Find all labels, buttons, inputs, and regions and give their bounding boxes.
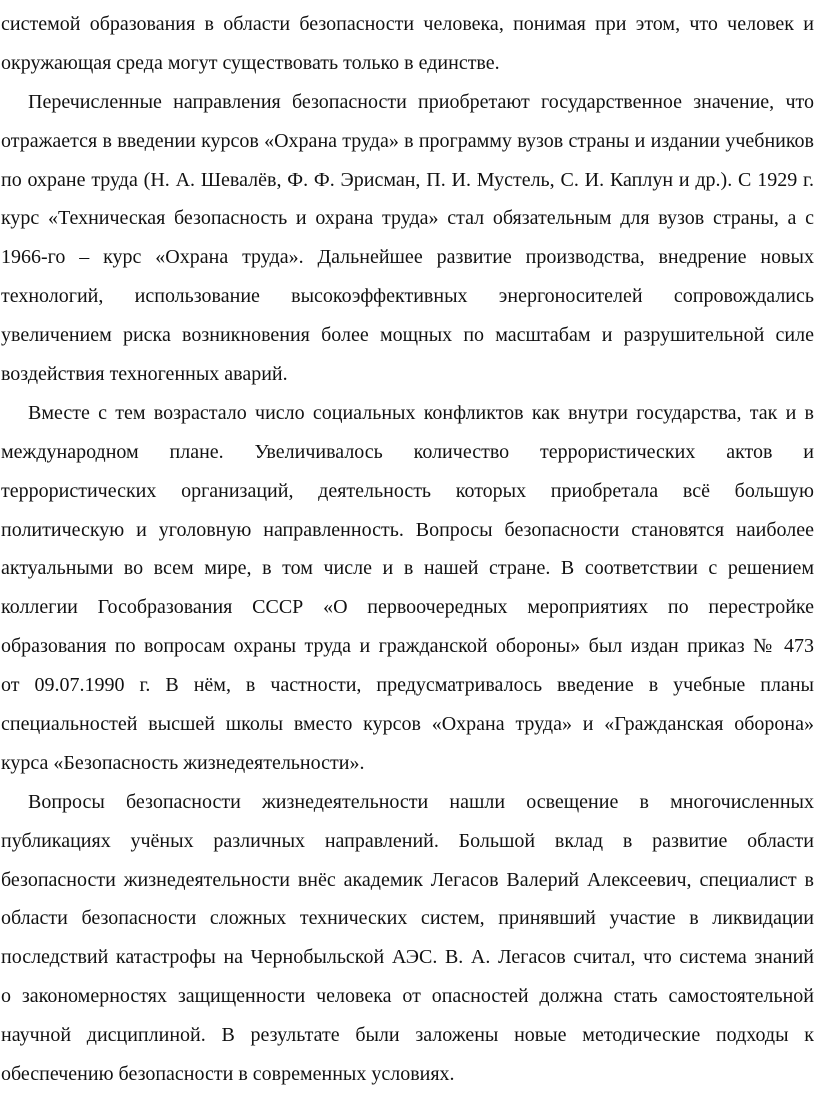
text-line: от 09.07.1990 г. В нём, в частности, предусматривалось введение в учебные планы	[1, 674, 814, 697]
text-line: образования по вопросам охраны труда и гражданской обороны» был издан приказ № 473	[1, 635, 814, 658]
text-line: увеличением риска возникновения более мощных по масштабам и разрушительной силе	[1, 324, 814, 347]
text-line: области безопасности сложных технических систем, принявший участие в ликвидации	[1, 907, 814, 930]
text-line: безопасности жизнедеятельности внёс академик Легасов Валерий Алексеевич, специалист в	[1, 868, 814, 891]
text-line: научной дисциплиной. В результате были заложены новые методические подходы к	[1, 1024, 814, 1047]
text-line: курса «Безопасность жизнедеятельности».	[1, 751, 365, 774]
text-line: политическую и уголовную направленность. Вопросы безопасности становятся наиболее	[1, 518, 814, 541]
text-line: актуальными во всем мире, в том числе и в нашей стране. В соответствии с решением	[1, 557, 814, 580]
text-line: специальностей высшей школы вместо курсов «Охрана труда» и «Гражданская оборона»	[1, 713, 814, 736]
text-line: 1966-го – курс «Охрана труда». Дальнейшее развитие производства, внедрение новых	[1, 246, 814, 269]
text-line: Вместе с тем возрастало число социальных конфликтов как внутри государства, так и в	[28, 401, 814, 424]
text-line: системой образования в области безопасности человека, понимая при этом, что человек и	[1, 13, 814, 35]
text-line: о закономерностях защищенности человека от опасностей должна стать самостоятельной	[1, 985, 814, 1008]
text-line: коллегии Гособразования СССР «О первоочередных мероприятиях по перестройке	[1, 596, 814, 619]
text-line: международном плане. Увеличивалось количество террористических актов и	[1, 440, 814, 463]
text-line: террористических организаций, деятельность которых приобретала всё большую	[1, 479, 814, 502]
text-line: Перечисленные направления безопасности приобретают государственное значение, что	[28, 90, 814, 113]
text-line: отражается в введении курсов «Охрана труда» в программу вузов страны и издании учебников	[1, 129, 814, 152]
text-line: окружающая среда могут существовать только в единстве.	[1, 51, 500, 74]
text-line: технологий, использование высокоэффективных энергоносителей сопровождались	[1, 285, 814, 308]
text-line: публикациях учёных различных направлений. Большой вклад в развитие области	[1, 829, 814, 852]
document-body	[1, 5, 814, 1094]
text-line: по охране труда (Н. А. Шевалёв, Ф. Ф. Эрисман, П. И. Мустель, С. И. Каплун и др.). С 1929 г.	[1, 168, 814, 191]
text-line: обеспечению безопасности в современных условиях.	[1, 1063, 455, 1086]
text-line: воздействия техногенных аварий.	[1, 363, 288, 386]
text-line: курс «Техническая безопасность и охрана труда» стал обязательным для вузов страны, а с	[1, 207, 814, 230]
text-line: Вопросы безопасности жизнедеятельности нашли освещение в многочисленных	[28, 790, 814, 813]
text-line: последствий катастрофы на Чернобыльской АЭС. В. А. Легасов считал, что система знаний	[1, 946, 814, 969]
